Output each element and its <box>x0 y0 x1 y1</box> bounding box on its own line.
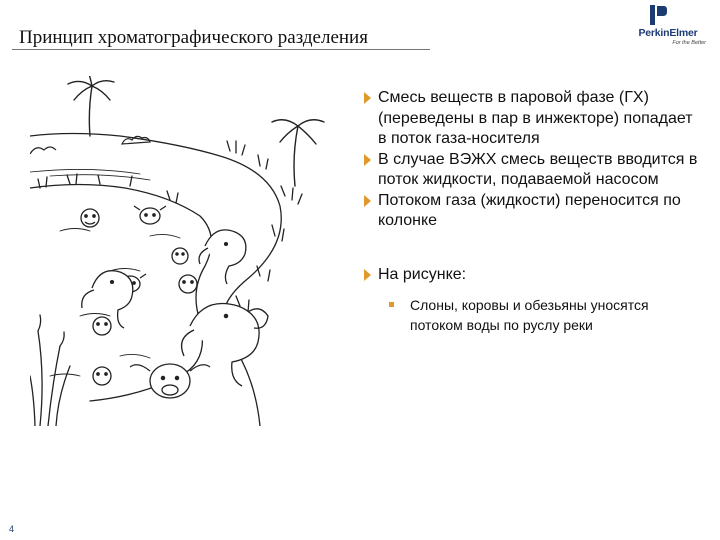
bullet-arrow-icon <box>364 154 371 166</box>
bullet-text: На рисунке: <box>378 265 467 283</box>
bullet-arrow-icon <box>364 195 371 207</box>
bullet-item <box>364 88 704 150</box>
bullet-text: В случае ВЭЖХ смесь веществ вводится в поток жидкости, подаваемой насосом <box>378 150 698 188</box>
bullet-arrow-icon <box>364 269 371 281</box>
bullet-arrow-icon <box>364 92 371 104</box>
monkey-icon <box>179 275 197 293</box>
perkinelmer-mark-icon <box>646 4 668 26</box>
bullet-item <box>364 265 704 286</box>
slide-title: Принцип хроматографического разделения <box>19 27 368 48</box>
page-number: 4 <box>9 524 15 534</box>
cow-icon <box>130 364 210 398</box>
logo-tagline: For the Better <box>672 40 706 46</box>
elephant-icon <box>182 304 268 387</box>
monkey-icon <box>81 209 99 227</box>
palm-tree-icon <box>68 76 324 186</box>
bullet-item <box>364 150 704 191</box>
monkey-icon <box>172 248 188 264</box>
bullet-text: Потоком газа (жидкости) переносится по колонке <box>378 191 681 229</box>
monkey-icon <box>93 367 111 385</box>
bullet-item <box>364 191 704 232</box>
sub-bullet-square-icon <box>389 302 394 307</box>
sub-bullet-text: Слоны, коровы и обезьяны уносятся потоком воды по руслу реки <box>410 297 649 333</box>
logo-brand-text: PerkinElmer <box>638 27 698 39</box>
elephant-icon <box>199 230 246 284</box>
monkey-icon <box>93 317 111 335</box>
title-underline <box>12 49 430 50</box>
perkinelmer-logo <box>628 4 708 50</box>
sub-bullet-item <box>364 295 704 335</box>
river-illustration <box>30 76 338 426</box>
bullet-list <box>364 88 704 335</box>
bullet-text: Смесь веществ в паровой фазе (ГХ) (переведены в пар в инжекторе) попадает в поток газа-носителя <box>378 89 693 147</box>
cow-icon <box>134 206 166 224</box>
